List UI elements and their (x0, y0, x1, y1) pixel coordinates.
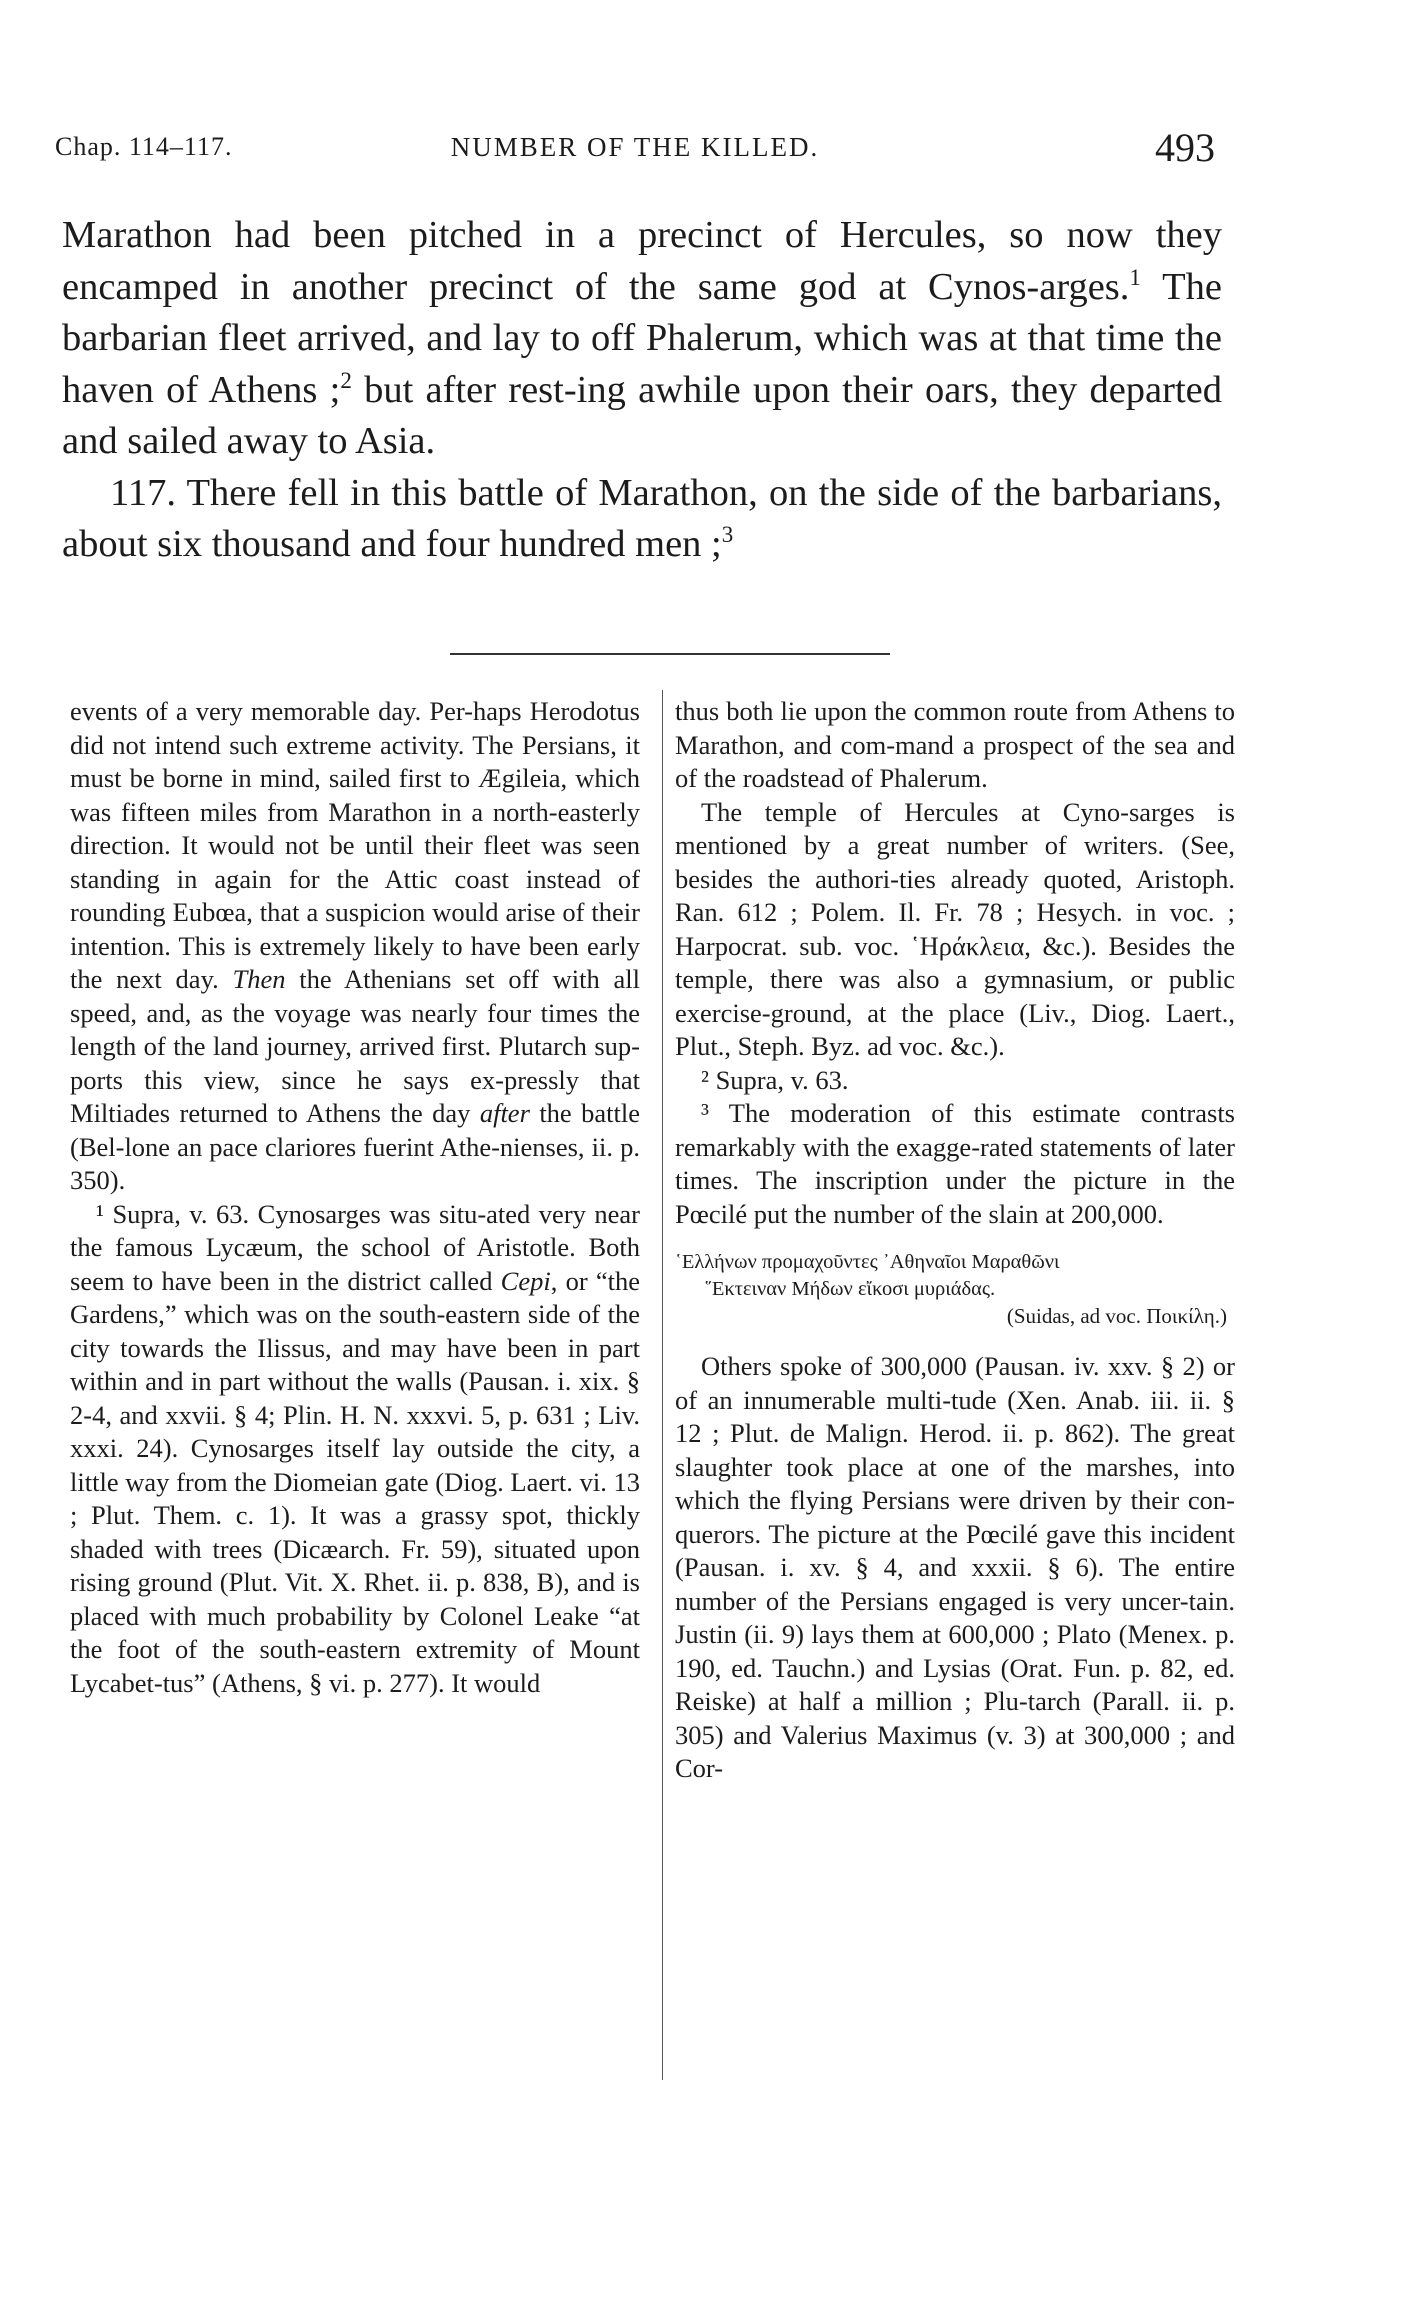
footnote-1 (70, 1198, 640, 1701)
footnote-marker-2: 2 (340, 366, 352, 393)
main-text-segment: Marathon had been pitched in a precinct of Hercules, so now they encamped in another precinct of the same god at Cynos-arges. (62, 214, 1222, 308)
footnote-text: , or “the Gardens,” which was on the south-eastern side of the city towards the Ilissus, and may have been in part within and in part without the walls (Pausan. i. xix. § 2-4, and xxvii. § 4; Plin. H. N. xxxvi. 5, p. 631 ; Liv. xxxi. 24). Cynosarges itself lay outside the city, a little way from the Diomeian gate (Diog. Laert. vi. 13 ; Plut. Them. c. 1). It was a grassy spot, thickly shaded with trees (Dicæarch. Fr. 59), situated upon rising ground (Plut. Vit. X. Rhet. ii. p. 838, B), and is placed with much probability by Colonel Leake “at the foot of the south-eastern extremity of Mount Lycabet-tus” (Athens, § vi. p. 277). It would (70, 1265, 640, 1698)
footnote-1-continuation: thus both lie upon the common route from Athens to Marathon, and com-mand a prospect of the sea and of the roadstead of Phalerum. (675, 696, 1235, 793)
column-divider (662, 690, 663, 2080)
footnotes-right-column (675, 695, 1235, 1786)
main-paragraph-1 (62, 210, 1222, 468)
footnotes-left-column (70, 695, 640, 1700)
running-header (55, 124, 1215, 174)
page-title: NUMBER OF THE KILLED. (450, 132, 820, 162)
footnote-text: the battle (Bel-lone an pace clariores fuerint Athe-nienses, ii. p. 350). (70, 1098, 640, 1195)
italic-word: Cepi (500, 1265, 551, 1296)
main-text-segment: The barbarian fleet arrived, and lay to off Phalerum, which was at that time the haven of Athens ; (62, 265, 1222, 411)
greek-line-1: ῾Ελλήνων προμαχοῦντες ᾿Αθηναῖοι Μαραθῶνι (675, 1251, 1060, 1273)
italic-word: Then (232, 964, 286, 994)
footnote-text: events of a very memorable day. Per-haps Herodotus did not intend such extreme activity. The Persians, it must be borne in mind, sailed first to Ægileia, which was fifteen miles from Marathon in a north-easterly direction. It would not be until their fleet was seen standing in again for the Attic coast instead of rounding Eubœa, that a suspicion would arise of their intention. This is extremely likely to have been early the next day. (70, 696, 640, 994)
greek-source: (Suidas, ad voc. Ποικίλη.) (1006, 1304, 1227, 1328)
page-number: 493 (1155, 125, 1215, 170)
main-paragraph-2 (62, 468, 1222, 571)
italic-word: after (479, 1098, 530, 1128)
footnote-1-paragraph: The temple of Hercules at Cyno-sarges is mentioned by a great number of writers. (See, besides the authori-ties already quoted, Aristoph. Ran. 612 ; Polem. Il. Fr. 78 ; Hesych. in voc. ; Harpocrat. sub. voc. ῾Ηράκλεια, &c.). Besides the temple, there was also a gymnasium, or public exercise-ground, at the place (Liv., Diog. Laert., Plut., Steph. Byz. ad voc. &c.). (675, 796, 1235, 1061)
chapter-reference: Chap. 114–117. (55, 132, 233, 161)
footnote-3: ³ The moderation of this estimate contrasts remarkably with the exagge-rated statements of later times. The inscription under the picture in the Pœcilé put the number of the slain at 200,000. (675, 1098, 1235, 1229)
main-text-block (62, 210, 1222, 571)
footnote-separator-rule (450, 653, 890, 655)
footnote-text: ¹ Supra, v. 63. Cynosarges was situ-ated very near the famous Lycæum, the school of Aristotle. Both seem to have been in the district called (70, 1198, 640, 1296)
footnote-marker-1: 1 (1129, 263, 1141, 290)
footnote-continuation (70, 695, 640, 1198)
footnote-marker-3: 3 (721, 521, 734, 548)
footnote-text: the Athenians set off with all speed, and, as the voyage was nearly four times the length of the land journey, arrived first. Plutarch sup-ports this view, since he says ex-pressly that Miltiades returned to Athens the day (70, 964, 640, 1128)
greek-epigram (675, 1249, 1235, 1330)
main-text-segment: but after rest-ing awhile upon their oars, they departed and sailed away to Asia. (62, 368, 1222, 462)
main-text-segment: 117. There fell in this battle of Marathon, on the side of the barbarians, about six thousand and four hundred men ; (62, 471, 1222, 565)
greek-line-2: ῞Εκτειναν Μήδων εἴκοσι μυριάδας. (705, 1278, 996, 1300)
footnote-3-continuation: Others spoke of 300,000 (Pausan. iv. xxv. § 2) or of an innumerable multi-tude (Xen. Anab. iii. ii. § 12 ; Plut. de Malign. Herod. ii. p. 862). The great slaughter took place at one of the marshes, into which the flying Persians were driven by their con-querors. The picture at the Pœcilé gave this incident (Pausan. i. xv. § 4, and xxxii. § 6). The entire number of the Persians engaged is very uncer-tain. Justin (ii. 9) lays them at 600,000 ; Plato (Menex. p. 190, ed. Tauchn.) and Lysias (Orat. Fun. p. 82, ed. Reiske) at half a million ; Plu-tarch (Parall. ii. p. 305) and Valerius Maximus (v. 3) at 300,000 ; and Cor- (675, 1351, 1235, 1783)
footnote-2: ² Supra, v. 63. (701, 1064, 849, 1095)
